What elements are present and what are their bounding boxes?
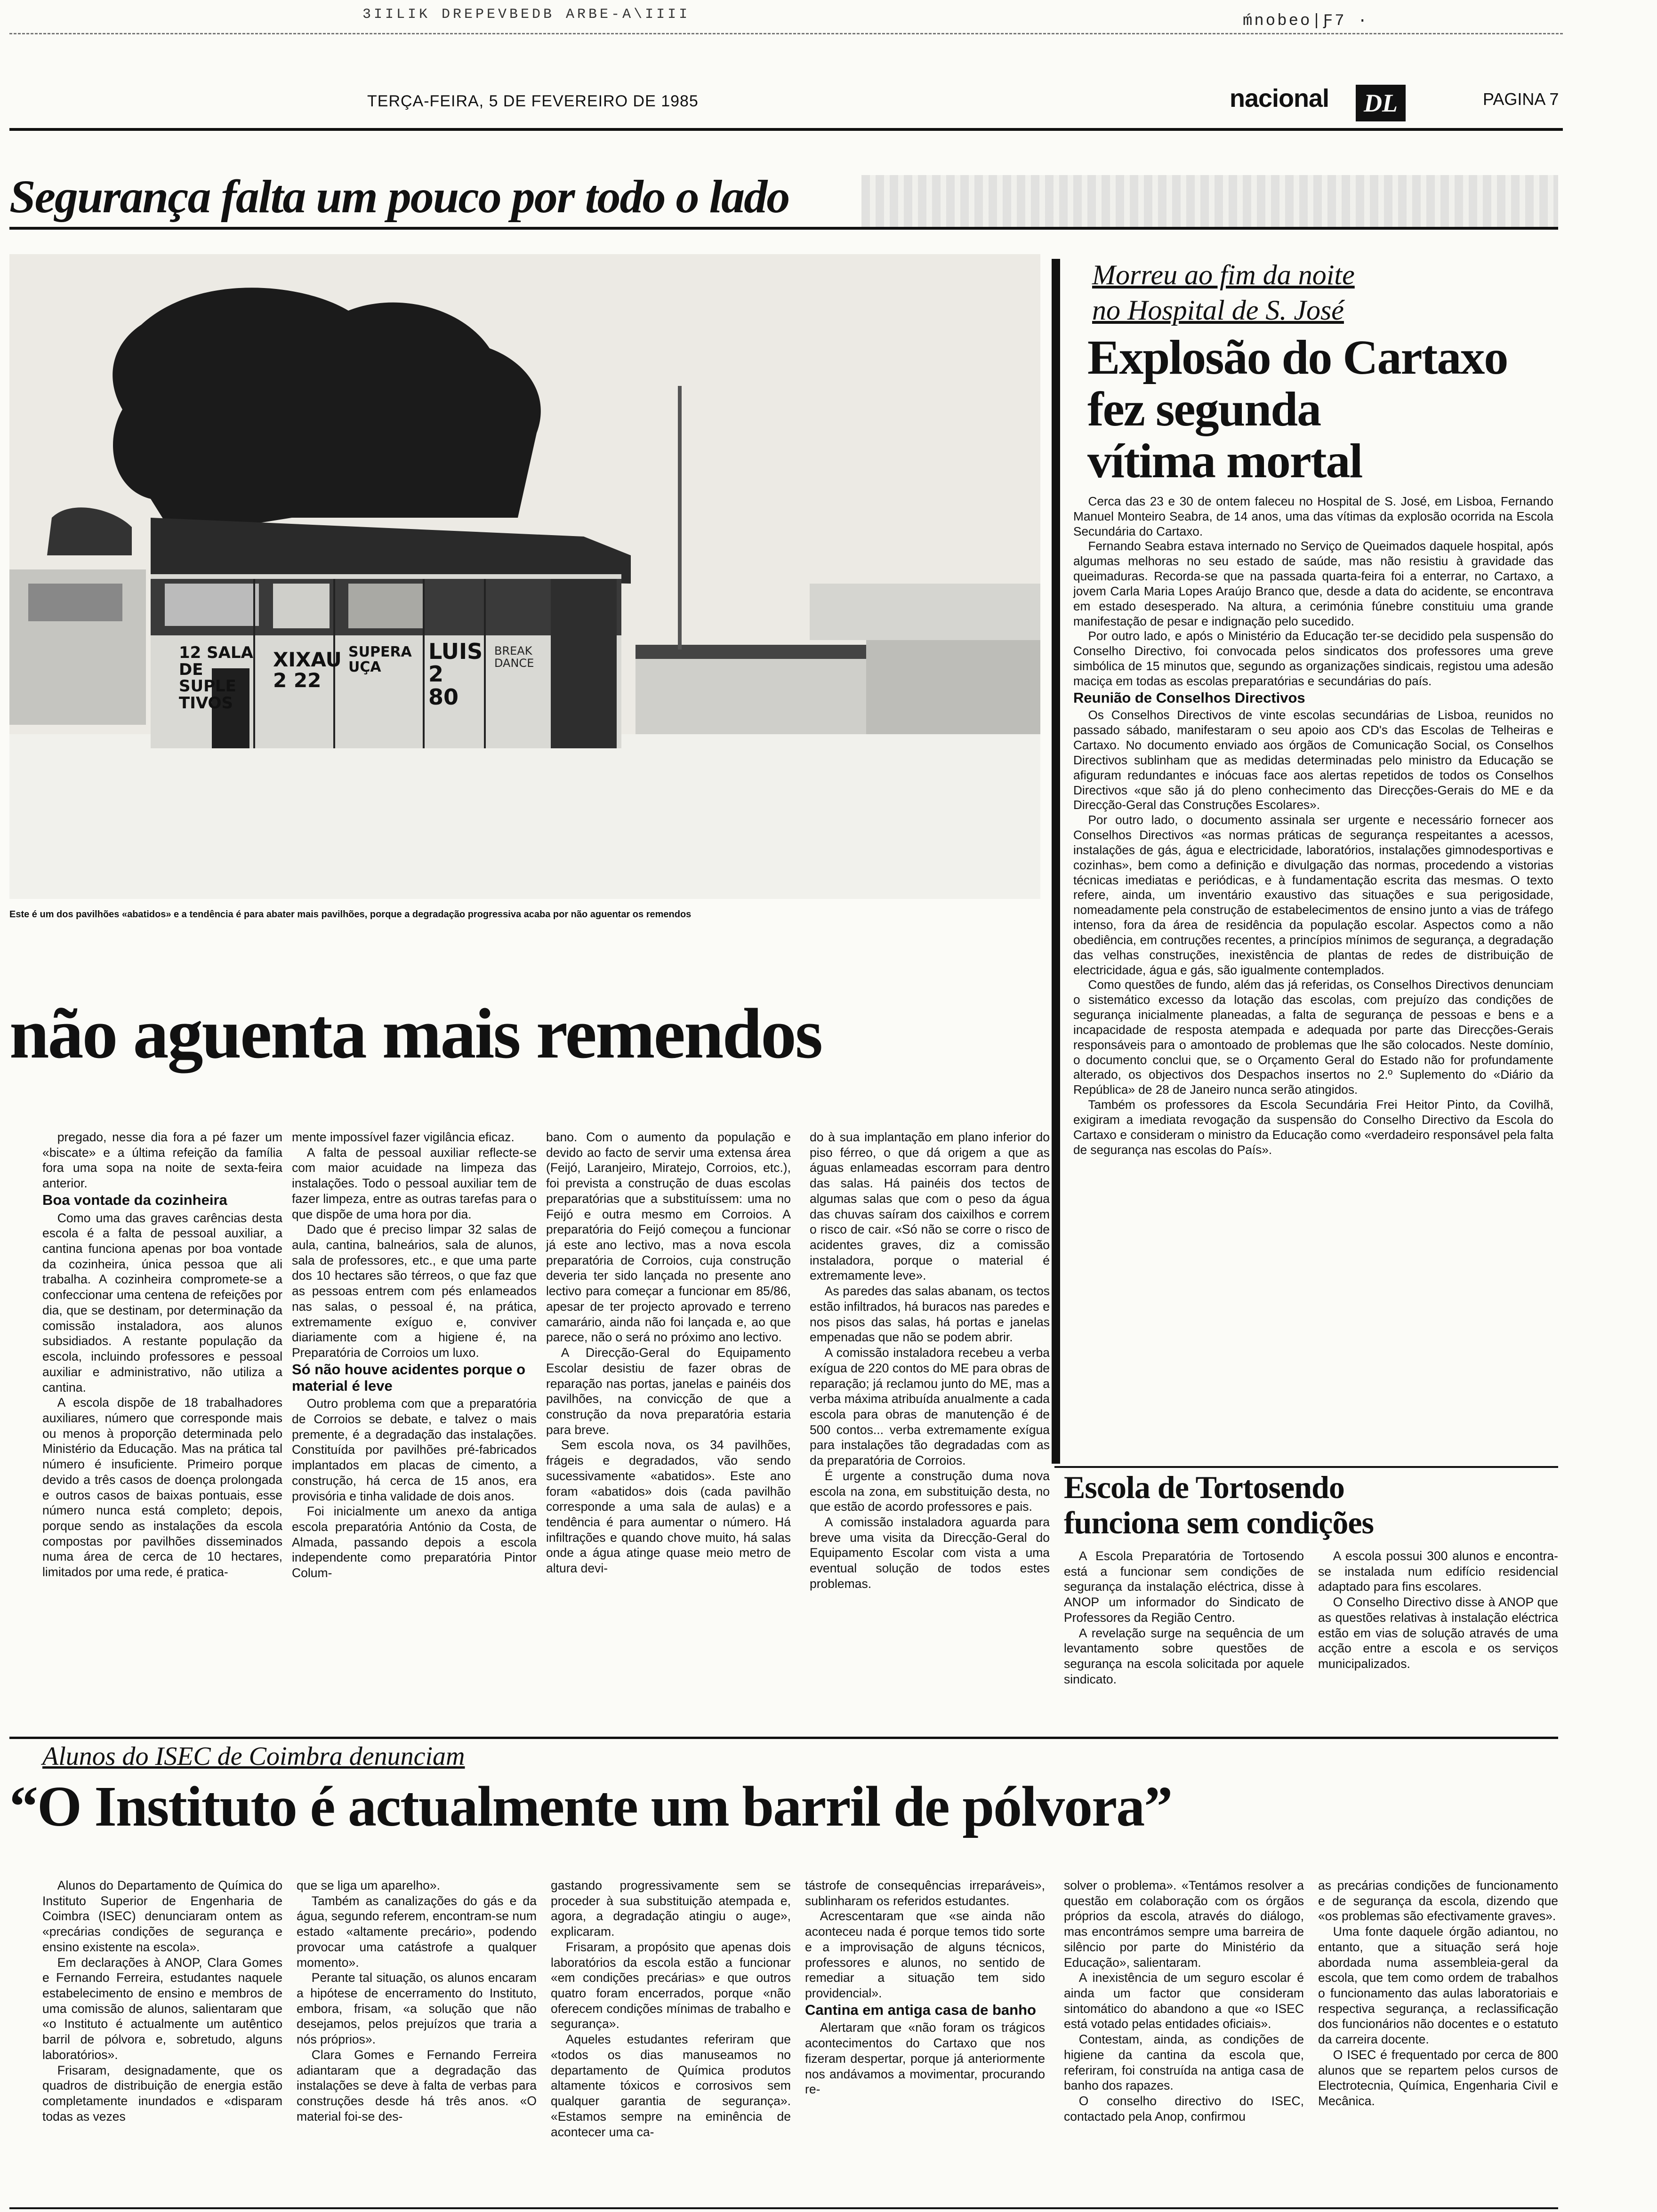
paragraph: A Escola Preparatória de Tortosendo está a funcionar sem condições de segurança da instalação eléctrica, disse à ANOP um informador do Sindicato de Professores da Região Centro. <box>1064 1549 1304 1625</box>
paragraph: Uma fonte daquele órgão adiantou, no entanto, que a situação será hoje abordada numa assembleia-geral da escola, que tem como ordem de trabalhos o funcionamento das aulas laboratoriais e respectiva segurança, a reclassificação dos funcionários não docentes e o estatuto da carreira docente. <box>1318 1924 1558 2047</box>
paragraph: A revelação surge na sequência de um levantamento sobre questões de segurança na escola solicitada por aquele sindicato. <box>1064 1626 1304 1686</box>
article2-headline-line3: vítima mortal <box>1087 434 1362 488</box>
graffiti-1: 12 SALA DE SUPLE TIVOS <box>179 643 253 713</box>
paragraph: Como questões de fundo, além das já referidas, os Conselhos Directivos denunciam o sistemático excesso da lotação das escolas, com prejuízo das condições de segurança inicialmente planeadas, a falta de segurança de pessoas e bens e a incapacidade de resposta atempada e adequada por parte das Direcções-Gerais responsáveis para o amontoado de problemas que lhe são colocados. Neste domínio, o documento conclui que, se o Orçamento Geral do Estado não for profundamente alterado, os objectivos dos Despachos insertos no 2.º Suplemento do «Diário da República» de 28 de Janeiro nunca serão atingidos. <box>1073 978 1553 1097</box>
article2-body <box>1073 494 1553 1157</box>
article2-kicker-line1: Morreu ao fim da noite <box>1092 259 1355 290</box>
paragraph: O Conselho Directivo disse à ANOP que as questões relativas à instalação eléctrica estão em vias de solução através de uma acção entre a escola e os serviços municipalizados. <box>1318 1595 1558 1671</box>
paragraph: Frisaram, designadamente, que os quadros de distribuição de energia estão completamente inundados e «disparam todas as vezes <box>42 2063 282 2124</box>
top-dotted-line <box>9 33 1563 34</box>
article4-column-5 <box>1064 1878 1304 2124</box>
paragraph: mente impossível fazer vigilância eficaz. <box>292 1130 515 1144</box>
photo-caption: Este é um dos pavilhões «abatidos» e a tendência é para abater mais pavilhões, porque a degradação progressiva acaba por não aguentar os remendos <box>9 909 692 920</box>
paragraph: Contestam, ainda, as condições de higiene da cantina da escola que, referiram, foi construída na antiga casa de banho dos rapazes. <box>1064 2032 1304 2093</box>
paragraph: A comissão instaladora recebeu a verba exígua de 220 contos do ME para obras de reparação; já reclamou junto do ME, mas a verba máxima atribuída anualmente a cada escola para obras de manutenção é de 500 contos... verba extremamente exígua para instalações tão degradadas com as da preparatória de Corroios. <box>810 1346 1050 1468</box>
section-name: nacional <box>1230 84 1329 112</box>
paragraph: bano. Com o aumento da população e devido ao facto de servir uma extensa área (Feijó, Laranjeiro, Miratejo, Corroios, etc.), foi prevista a construção de duas escolas preparatórias que a substituíssem: uma no Feijó e outra mesmo em Corroios. A preparatória do Feijó começou a funcionar já este ano lectivo, mas a nova escola preparatória de Corroios, cuja construção deveria ter sido lançada no presente ano lectivo para começar a funcionar em 85/86, apesar de ter projecto aprovado e terreno camarário, ainda não foi lançada e, ao que parece, não o será no próximo ano lectivo. <box>546 1130 791 1345</box>
article2-side-bar <box>1052 259 1060 1464</box>
paragraph: O ISEC é frequentado por cerca de 800 alunos que se repartem pelos cursos de Electrotecnia, Química, Engenharia Civil e Mecânica. <box>1318 2047 1558 2108</box>
dl-logo: DL <box>1356 85 1406 121</box>
paragraph: É urgente a construção duma nova escola na zona, em substituição desta, no que estão de acordo professores e pais. <box>810 1468 1050 1514</box>
article3-headline-line2: funciona sem condições <box>1064 1505 1374 1540</box>
article3-headline-line1: Escola de Tortosendo <box>1064 1469 1344 1505</box>
paragraph: Frisaram, a propósito que apenas dois laboratórios da escola estão a funcionar «em condições precárias» e que outros quatro foram encerrados, porque «não oferecem condições mínimas de trabalho e segurança». <box>551 1940 791 2031</box>
article2-headline-line2: fez segunda <box>1087 382 1321 436</box>
subheading: Reunião de Conselhos Directivos <box>1073 689 1305 706</box>
article1-main-headline: não aguenta mais remendos <box>9 994 822 1073</box>
paragraph: Os Conselhos Directivos de vinte escolas secundárias de Lisboa, reunidos no passado sábado, manifestaram o seu apoio aos CD's das Escolas de Telheiras e Cartaxo. No documento enviado aos órgãos de Comunicação Social, os Conselhos Directivos sublinham que as medidas determinadas pelo ministro da Educação se afiguram redundantes e inócuas face aos alertas repetidos de todos os Conselhos Directivos «que são já do pleno conhecimento das Direcções-Gerais do ME e da Direcção-Geral das Construções Escolares». <box>1073 708 1553 812</box>
paragraph: Cerca das 23 e 30 de ontem faleceu no Hospital de S. José, em Lisboa, Fernando Manuel Monteiro Seabra, de 14 anos, uma das vítimas da explosão ocorrida na Escola Secundária do Cartaxo. <box>1073 494 1553 538</box>
paragraph: gastando progressivamente sem se proceder à sua substituição atempada e, agora, a degradação atingiu o auge», explicaram. <box>551 1878 791 1939</box>
graffiti-3: SUPERAUÇA <box>348 644 412 675</box>
photo-drawing <box>9 254 1040 899</box>
article2-headline-line1: Explosão do Cartaxo <box>1087 330 1508 385</box>
paragraph: Por outro lado, e após o Ministério da Educação ter-se decidido pela suspensão do Conselho Directivo, foi convocada pelos sindicatos dos professores uma greve simbólica de 15 minutos que, segundo as organizações sindicais, registou uma adesão maciça em todas as escolas preparatórias e secundárias do país. <box>1073 629 1553 688</box>
paragraph: A comissão instaladora aguarda para breve uma visita da Direcção-Geral do Equipamento Escolar com vista a uma eventual solução de todos estes problemas. <box>810 1515 1050 1591</box>
subheading: Só não houve acidentes porque o material é leve <box>292 1361 526 1394</box>
paragraph: Por outro lado, o documento assinala ser urgente e necessário fornecer aos Conselhos Directivos «as normas práticas de segurança respeitantes a acessos, instalações de gás, água e electricidade, laboratórios, instalações gimnodesportivas e cozinhas», bem como a definição e divulgação das normas, procedendo a vistorias técnicas imediatas e periódicas, e à fundamentação escrita das mesmas. O texto refere, ainda, um inventário exaustivo das situações e sua perigosidade, nomeadamente pela construção de estabelecimentos de ensino junto a vias de tráfego intenso, fora da área de residência da população escolar. Aspectos como a não obediência, em contruções recentes, a princípios mínimos de segurança, a degradação das velhas construções, inexistência de plantas de redes de distribuição de electricidade, água e gás, são igualmente contemplados. <box>1073 813 1553 977</box>
article2-kicker-line2: no Hospital de S. José <box>1092 295 1344 326</box>
paragraph: A escola possui 300 alunos e encontra-se instalada num edifício residencial adaptado para fins escolares. <box>1318 1549 1558 1594</box>
article4-column-1 <box>42 1878 282 2124</box>
scan-top-left-text: 3IILIK DREPEVBEDB ARBE-A\IIII <box>362 7 691 23</box>
article1-column-3 <box>546 1130 791 1576</box>
paragraph: Acrescentaram que «se ainda não aconteceu nada é porque temos tido sorte e a improvisação de alguns técnicos, professores e alunos, no sentido de remediar a situação tem sido providencial». <box>805 1909 1045 2001</box>
paragraph: solver o problema». «Tentámos resolver a questão em colaboração com os órgãos próprios da escola, através do diálogo, mas encontrámos sempre uma barreira de silêncio por parte do Ministério da Educação», salientaram. <box>1064 1878 1304 1970</box>
headline-bleed-band <box>861 175 1558 227</box>
article3-column-1 <box>1064 1548 1304 1687</box>
school-pavilion-photo <box>9 254 1040 899</box>
article1-column-1 <box>42 1130 282 1580</box>
paragraph: Alunos do Departamento de Química do Instituto Superior de Engenharia de Coimbra (ISEC) denunciaram ontem as «precárias condições de segurança e ensino existente na escola». <box>42 1878 282 1954</box>
subheading: Boa vontade da cozinheira <box>42 1191 227 1208</box>
paragraph: as precárias condições de funcionamento e de segurança da escola, dizendo que «os problemas são efectivamente graves». <box>1318 1878 1558 1923</box>
paragraph: Em declarações à ANOP, Clara Gomes e Fernando Ferreira, estudantes naquele estabelecimento de ensino e membros de uma comissão de alunos, salientaram que «o Instituto é actualmente um autêntico barril de pólvora e, sobretudo, alguns laboratórios». <box>42 1955 282 2062</box>
paragraph: Clara Gomes e Fernando Ferreira adiantaram que a degradação das instalações se deve à falta de verbas para construções desde há três anos. «O material foi-se des- <box>297 2047 537 2124</box>
paragraph: Fernando Seabra estava internado no Serviço de Queimados daquele hospital, após algumas melhoras no seu estado de saúde, mas não resistiu à gravidade das queimaduras. Recorda-se que na passada quarta-feira foi a enterrar, no Cartaxo, a jovem Carla Maria Lopes Araújo Branco que, desde a data do acidente, se encontrava em estado desesperado. Na altura, a cerimónia fúnebre constituiu uma grande manifestação de pesar e indignação pelo sucedido. <box>1073 539 1553 628</box>
paragraph: A Direcção-Geral do Equipamento Escolar desistiu de fazer obras de reparação nas portas, janelas e painéis dos pavilhões, na convicção de que a construção da nova preparatória estaria para breve. <box>546 1346 791 1437</box>
article4-column-6 <box>1318 1878 1558 2109</box>
article4-column-3 <box>551 1878 791 2140</box>
scan-top-right-text: ḿnobeo|Ƒ7 · <box>1243 12 1369 30</box>
paragraph: Também as canalizações do gás e da água, segundo referem, encontram-se num estado «altamente precário», podendo provocar uma catástrofe a qualquer momento». <box>297 1893 537 1970</box>
paragraph: Aqueles estudantes referiram que «todos os dias manuseamos no departamento de Química produtos altamente tóxicos e corrosivos sem qualquer garantia de segurança». «Estamos sempre na eminência de acontecer uma ca- <box>551 2032 791 2139</box>
header-rule <box>9 128 1563 131</box>
article4-headline: “O Instituto é actualmente um barril de pólvora” <box>9 1775 1172 1838</box>
subheading: Cantina em antiga casa de banho <box>805 2001 1036 2018</box>
paragraph: Perante tal situação, os alunos encaram a hipótese de encerramento do Instituto, embora, frisam, «a solução que não desejamos, pelos prejuízos que traria a nós próprios». <box>297 1971 537 2047</box>
paragraph: Como uma das graves carências desta escola é a falta de pessoal auxiliar, a cantina funciona apenas por boa vontade da cozinheira, única pessoa que ali trabalha. A cozinheira compromete-se a confeccionar uma centena de refeições por dia, que se destinam, por determinação da comissão instaladora, aos alunos subsidiados. A restante população da escola, incluindo professores e pessoal auxiliar e administrativo, não utiliza a cantina. <box>42 1210 282 1395</box>
graffiti-4: LUIS 2 80 <box>428 639 483 710</box>
paragraph: Alertaram que «não foram os trágicos acontecimentos do Cartaxo que nos fizeram despertar, porque já anteriormente nos andávamos a movimentar, procurando re- <box>805 2020 1045 2097</box>
paragraph: Sem escola nova, os 34 pavilhões, frágeis e degradados, vão sendo sucessivamente «abatidos». Este ano foram «abatidos» dois (cada pavilhão corresponde a uma sala de aulas) e a tendência é para aumentar o número. Há infiltrações e quando chove muito, há salas onde a água atinge quase meio metro de altura devi- <box>546 1438 791 1576</box>
article4-column-4 <box>805 1878 1045 2097</box>
paragraph: A falta de pessoal auxiliar reflecte-se com maior acuidade na limpeza das instalações. Todo o pessoal auxiliar tem de fazer limpeza, entre as outras tarefas para o que dispõe de uma hora por dia. <box>292 1145 537 1221</box>
paragraph: A escola dispõe de 18 trabalhadores auxiliares, número que corresponde mais ou menos à proporção determinada pelo Ministério da Educação. Mas na prática tal número é insuficiente. Primeiro porque devido a três casos de doença prolongada e outros casos de baixas pontuais, esse número nunca está completo; depois, porque sendo as instalações da escola compostas por pavilhões disseminados numa área de cerca de 10 hectares, limitados por uma rede, é pratica- <box>42 1395 282 1579</box>
paragraph: pregado, nesse dia fora a pé fazer um «biscate» e a última refeição da família fora uma sopa na noite de sexta-feira anterior. <box>42 1130 282 1191</box>
article1-column-2 <box>292 1130 537 1581</box>
article4-column-2 <box>297 1878 537 2124</box>
paragraph: As paredes das salas abanam, os tectos estão infiltrados, há buracos nas paredes e nos pisos das salas, há portas e janelas empenadas que não se podem abrir. <box>810 1284 1050 1345</box>
paragraph: tástrofe de consequências irreparáveis», sublinharam os referidos estudantes. <box>805 1878 1045 1908</box>
header-date: TERÇA-FEIRA, 5 DE FEVEREIRO DE 1985 <box>367 92 699 110</box>
page-number: PAGINA 7 <box>1483 89 1559 109</box>
article1-column-4 <box>810 1130 1050 1592</box>
bottom-rule <box>9 2207 1558 2209</box>
article3-top-rule <box>1054 1466 1558 1468</box>
article4-top-rule <box>9 1737 1558 1739</box>
paragraph: A inexistência de um seguro escolar é ainda um factor que consideram sintomático do abandono a que «o ISEC está votado pelas entidades oficiais». <box>1064 1971 1304 2031</box>
paragraph: Outro problema com que a preparatória de Corroios se debate, e talvez o mais premente, é a degradação das instalações. Constituída por pavilhões pré-fabricados implantados em placas de cimento, a construção, há cerca de 15 anos, era provisória e tinha validade de dois anos. <box>292 1396 537 1503</box>
article1-top-headline: Segurança falta um pouco por todo o lado <box>9 170 789 223</box>
paragraph: O conselho directivo do ISEC, contactado pela Anop, confirmou <box>1064 2094 1304 2124</box>
paragraph: do à sua implantação em plano inferior do piso férreo, o que dá origem a que as águas enlameadas escorram para dentro das salas. Há painéis dos tectos de algumas salas que com o peso da água das chuvas saíram dos caixilhos e correm o risco de cair. «Só não se corre o risco de acidentes graves, diz a comissão instaladora, porque o material é extremamente leve». <box>810 1130 1050 1283</box>
paragraph: Dado que é preciso limpar 32 salas de aula, cantina, balneários, sala de alunos, sala de professores, etc., e que uma parte dos 10 hectares são térreos, o que faz que as pessoas entrem com pés enlameados nas salas, o pessoal é, na prática, extremamente exíguo e, conviver diariamente com a higiene é, na Preparatória de Corroios um luxo. <box>292 1222 537 1360</box>
paragraph: Também os professores da Escola Secundária Frei Heitor Pinto, da Covilhã, exigiram a imediata revogação da suspensão do Conselho Directivo da Escola do Cartaxo e consideram o ministro da Educação como «verdadeiro responsável pela falta de segurança nas escolas do País». <box>1073 1098 1553 1157</box>
article4-kicker: Alunos do ISEC de Coimbra denunciam <box>42 1742 465 1771</box>
article3-column-2 <box>1318 1548 1558 1672</box>
paragraph: que se liga um aparelho». <box>297 1878 440 1892</box>
article1-headline-underline <box>9 227 1558 230</box>
graffiti-2: XIXAU 2 22 <box>273 648 342 692</box>
paragraph: Foi inicialmente um anexo da antiga escola preparatória António da Costa, de Almada, passando depois a escola independente como preparatória Pintor Colum- <box>292 1504 537 1580</box>
graffiti-5: BREAK DANCE <box>494 644 534 670</box>
